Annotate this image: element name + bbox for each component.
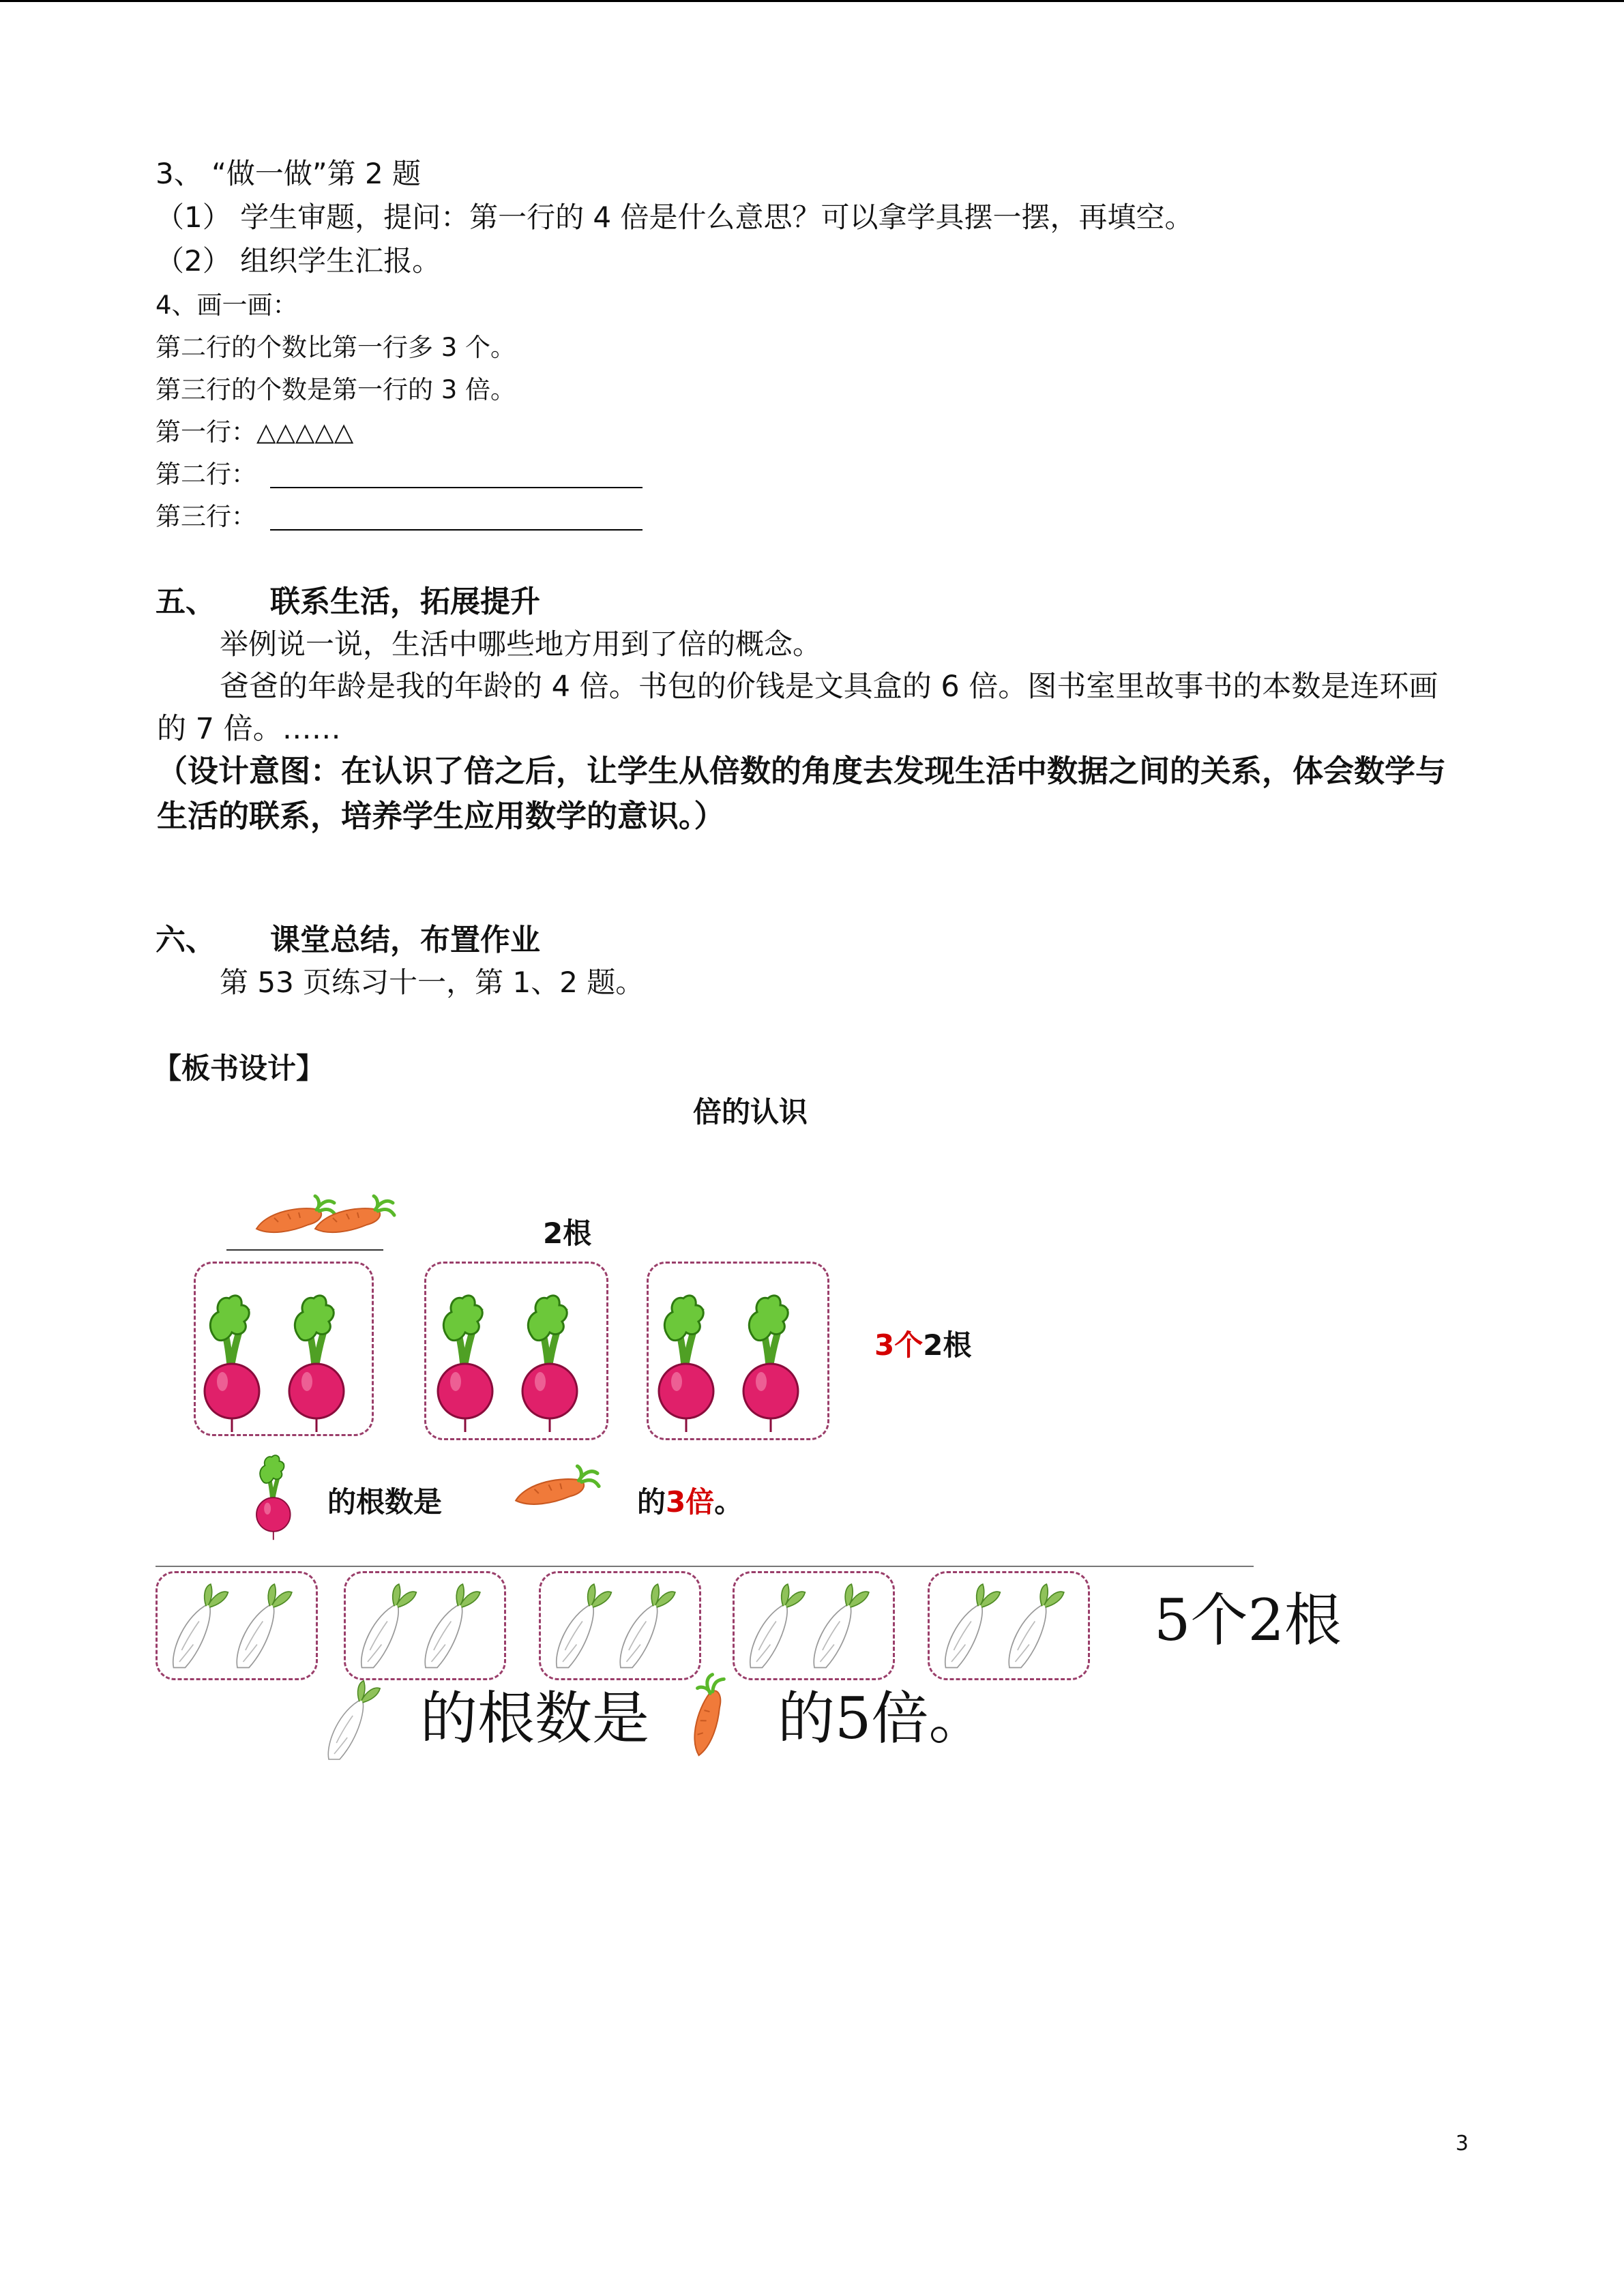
white-radish-icon — [551, 1581, 701, 1683]
section4-line1: 第二行的个数比第一行多 3 个。 — [156, 333, 516, 362]
white-radish-icon — [168, 1581, 318, 1683]
white-radish-icon — [356, 1581, 506, 1683]
part5-example: 爸爸的年龄是我的年龄的 4 倍。书包的价钱是文具盒的 6 倍。图书室里故事书的本数是连环画的 7 倍。…… — [157, 670, 1438, 746]
board-title: 倍的认识 — [693, 1095, 808, 1129]
board-divider — [156, 1566, 1254, 1567]
sentence1-part1: 的根数是 — [327, 1485, 443, 1519]
row1-label-text: 第一行： — [156, 417, 256, 447]
carrot-underline — [226, 1249, 383, 1251]
red-radish-icon — [659, 1289, 823, 1439]
sentence1-red: 3倍 — [666, 1485, 715, 1519]
radish-summary-black: 2根 — [923, 1328, 972, 1362]
row2-blank-line — [270, 487, 643, 488]
section3-item1: （1） 学生审题，提问：第一行的 4 倍是什么意思？可以拿学具摆一摆，再填空。 — [156, 200, 1194, 234]
white-radish-icon — [323, 1678, 398, 1766]
section3-item2: （2） 组织学生汇报。 — [156, 244, 441, 278]
white-radish-icon — [745, 1581, 895, 1683]
part5-prompt: 举例说一说，生活中哪些地方用到了倍的概念。 — [220, 627, 822, 661]
white-summary: 5个2根 — [1154, 1587, 1342, 1654]
sentence1-end: 。 — [714, 1485, 743, 1519]
section4-line2: 第三行的个数是第一行的 3 倍。 — [156, 375, 516, 404]
section4-heading: 4、画一画： — [156, 290, 298, 320]
red-radish-icon — [256, 1451, 311, 1553]
white-radish-icon — [940, 1581, 1090, 1683]
page-number: 3 — [1456, 2132, 1469, 2156]
red-radish-icon — [205, 1289, 368, 1439]
row3-blank-line — [270, 529, 643, 531]
carrot-icon — [513, 1465, 602, 1526]
section3-heading: 3、 “做一做”第 2 题 — [156, 157, 422, 190]
row3-label: 第三行： — [156, 502, 256, 531]
radish-summary-red: 3个 — [874, 1328, 924, 1362]
carrot-icon — [254, 1192, 397, 1247]
row2-label: 第二行： — [156, 460, 256, 489]
part6-homework: 第 53 页练习十一，第 1、2 题。 — [220, 966, 645, 999]
red-radish-icon — [438, 1289, 602, 1439]
page-top-border — [0, 0, 1624, 2]
radish-summary — [874, 1327, 971, 1364]
sentence2-part2: 的5倍。 — [778, 1685, 986, 1752]
row1-label — [156, 416, 353, 449]
part5-title: 联系生活，拓展提升 — [270, 584, 540, 619]
part5-design-intent: （设计意图：在认识了倍之后，让学生从倍数的角度去发现生活中数据之间的关系，体会数学与生活的联系，培养学生应用数学的意识。） — [157, 753, 1447, 834]
triangle-row: △△△△△ — [256, 417, 354, 447]
carrot-icon — [677, 1684, 738, 1759]
part6-number: 六、 — [156, 923, 216, 957]
sentence1 — [637, 1484, 743, 1521]
sentence1-part2: 的 — [637, 1485, 666, 1519]
sentence2-part1: 的根数是 — [420, 1685, 650, 1752]
carrot-count: 2根 — [543, 1217, 592, 1250]
part5-number: 五、 — [156, 584, 216, 619]
part6-title: 课堂总结，布置作业 — [270, 923, 540, 957]
board-label: 【板书设计】 — [153, 1052, 325, 1085]
